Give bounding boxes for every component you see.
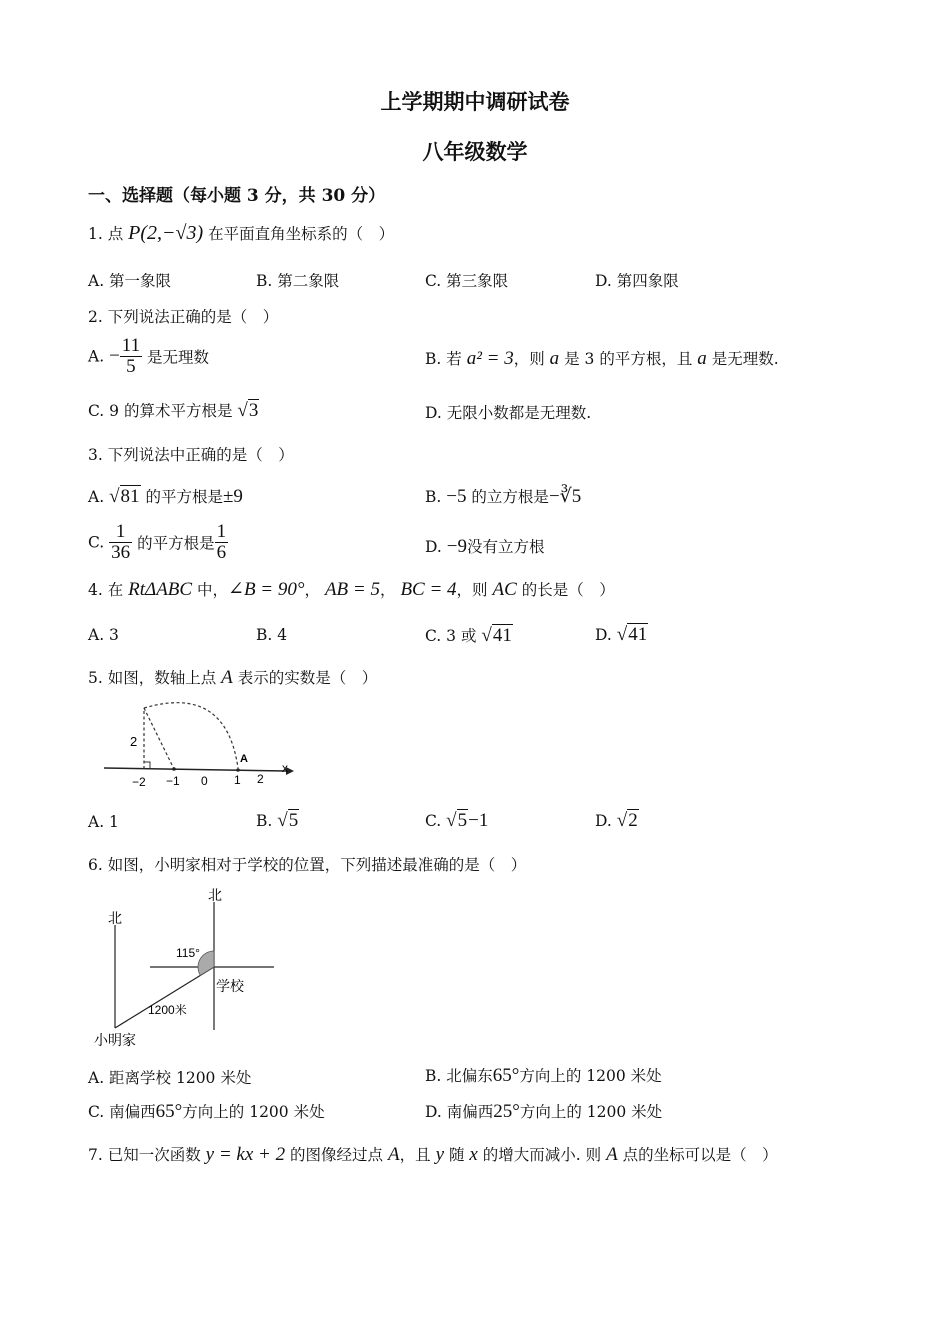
q6-d-text-2: 方向上的 1200 米处 xyxy=(519,1103,663,1121)
q5-c-sqrt: √5 xyxy=(446,810,468,831)
q4-option-a: A. 3 xyxy=(88,626,119,644)
q6-b-angle: 65° xyxy=(492,1065,520,1086)
question-6: 6. 如图，小明家相对于学校的位置，下列描述最准确的是（ ） xyxy=(88,856,527,874)
q3-c-label: C. xyxy=(88,533,105,552)
q5-b-radicand: 5 xyxy=(288,810,299,831)
q1-math: P(2,−√3) xyxy=(128,222,204,244)
q3-d-label: D. xyxy=(425,538,442,556)
north-label-home: 北 xyxy=(108,910,122,926)
number-line-axis xyxy=(104,768,286,771)
q4-d-label: D. xyxy=(595,626,612,644)
q4-c-radicand: 41 xyxy=(492,625,512,646)
question-3: 3. 下列说法中正确的是（ ） xyxy=(88,446,294,464)
q3-option-b xyxy=(425,485,581,508)
q6-c-text-1: C. 南偏西 xyxy=(88,1103,156,1121)
q5-var: A xyxy=(221,667,233,688)
q3-c-fraction-2 xyxy=(215,522,229,563)
q1-option-a: A. 第一象限 xyxy=(88,272,172,290)
q2-a-num: 11 xyxy=(121,335,141,356)
page-subtitle: 八年级数学 xyxy=(422,139,528,164)
question-4 xyxy=(88,578,615,601)
q7-math-1: y = kx + 2 xyxy=(205,1144,286,1165)
q7-text-6: 点的坐标可以是（ ） xyxy=(622,1146,778,1164)
q4-c-text: C. 3 或 xyxy=(425,627,477,645)
q5-c-radicand: 5 xyxy=(457,810,468,831)
q1-suffix: 在平面直角坐标系的（ ） xyxy=(208,225,395,243)
angle-label: 115° xyxy=(176,946,200,960)
q6-b-text-1: B. 北偏东 xyxy=(425,1067,493,1085)
q4-text-3: ， xyxy=(304,581,320,599)
q2-c-text: C. 9 的算术平方根是 xyxy=(88,402,233,420)
q3-c-text: 的平方根是 xyxy=(137,534,215,553)
q3-b-ans: −∛5 xyxy=(548,486,582,507)
tick-minus-one: −1 xyxy=(166,774,180,788)
label-x: x xyxy=(282,761,288,775)
q5-b-label: B. xyxy=(256,812,273,830)
question-1 xyxy=(88,222,394,245)
q3-option-a xyxy=(88,485,243,508)
q6-option-b xyxy=(425,1064,662,1087)
q7-var-1: A xyxy=(388,1144,400,1165)
school-label: 学校 xyxy=(216,978,244,994)
q2-b-text-2: ，则 xyxy=(513,350,545,368)
q7-text-3: ，且 xyxy=(399,1146,431,1164)
hypotenuse-segment xyxy=(144,708,174,769)
angle-sector xyxy=(198,951,214,975)
q3-c-den2: 6 xyxy=(216,541,227,563)
label-A: A xyxy=(240,753,248,765)
q4-math-1: RtΔABC xyxy=(128,579,193,600)
q4-text-1: 4. 在 xyxy=(88,581,124,599)
number-line-figure xyxy=(100,696,300,792)
q6-d-angle: 25° xyxy=(493,1101,520,1122)
q5-text-2: 表示的实数是（ ） xyxy=(237,669,378,687)
q2-c-sqrt: √3 xyxy=(237,400,259,421)
tick-two: 2 xyxy=(257,772,264,786)
question-7 xyxy=(88,1143,778,1166)
q2-b-var: a xyxy=(549,348,560,369)
q3-d-text: 没有立方根 xyxy=(466,538,545,556)
q3-c-num: 1 xyxy=(109,522,132,543)
q3-option-d xyxy=(425,535,544,558)
q3-b-text: 的立方根是 xyxy=(471,488,549,506)
q7-text-4: 随 xyxy=(448,1146,465,1164)
q5-d-label: D. xyxy=(595,812,612,830)
north-label-school: 北 xyxy=(208,887,222,903)
q2-a-label: A. xyxy=(88,347,105,366)
q7-var-4: A xyxy=(606,1144,618,1165)
q3-b-label: B. xyxy=(425,488,442,506)
q5-option-b xyxy=(256,810,299,832)
q4-option-d xyxy=(595,624,648,646)
direction-figure xyxy=(88,880,288,1055)
q3-a-label: A. xyxy=(88,488,105,506)
q5-option-d xyxy=(595,810,639,832)
q2-option-c xyxy=(88,399,259,422)
q6-option-a: A. 距离学校 1200 米处 xyxy=(88,1069,252,1087)
q1-option-d: D. 第四象限 xyxy=(595,272,679,290)
q5-b-sqrt: √5 xyxy=(277,810,299,831)
q4-math-2: ∠B = 90° xyxy=(228,579,305,600)
q4-math-3: AB = 5 xyxy=(324,579,380,600)
q4-c-sqrt: √41 xyxy=(481,625,512,646)
tick-minus-two: −2 xyxy=(132,775,146,789)
q1-prefix: 1. 点 xyxy=(88,225,124,243)
q2-option-b xyxy=(425,347,779,370)
home-label: 小明家 xyxy=(94,1032,136,1048)
q6-d-text-1: D. 南偏西 xyxy=(425,1103,494,1121)
q4-math-5: AC xyxy=(492,579,517,600)
q5-d-radicand: 2 xyxy=(628,810,638,831)
q2-option-d: D. 无限小数都是无理数. xyxy=(425,404,592,422)
q7-var-3: x xyxy=(469,1144,478,1165)
q2-b-var2: a xyxy=(697,348,707,369)
q2-a-den: 5 xyxy=(126,355,136,377)
page-title: 上学期期中调研试卷 xyxy=(380,89,570,114)
q6-c-angle: 65° xyxy=(155,1101,183,1122)
point-A xyxy=(236,768,240,772)
path-line xyxy=(115,967,214,1028)
q2-option-a xyxy=(88,336,209,377)
q2-a-minus: − xyxy=(109,345,120,367)
q6-b-text-2: 方向上的 1200 米处 xyxy=(519,1067,662,1085)
q4-option-c xyxy=(425,624,513,647)
distance-label: 1200米 xyxy=(148,1003,187,1017)
q6-c-text-2: 方向上的 1200 米处 xyxy=(182,1103,325,1121)
q3-c-den: 36 xyxy=(111,541,131,563)
q1-option-c: C. 第三象限 xyxy=(425,272,509,290)
q5-d-sqrt: √2 xyxy=(616,810,638,831)
q5-text-1: 5. 如图，数轴上点 xyxy=(88,669,217,687)
q1-option-b: B. 第二象限 xyxy=(256,272,340,290)
q7-text-5: 的增大而减小. 则 xyxy=(482,1146,602,1164)
q2-b-text-1: B. 若 xyxy=(425,350,462,368)
q6-option-d xyxy=(425,1100,662,1123)
q2-a-fraction xyxy=(120,336,142,377)
q3-c-fraction xyxy=(109,522,132,563)
q2-c-radicand: 3 xyxy=(248,400,259,421)
q4-text-4: ， xyxy=(379,581,396,599)
q3-c-num2: 1 xyxy=(216,521,227,542)
label-two: 2 xyxy=(130,734,138,749)
q4-text-5: ，则 xyxy=(456,581,488,599)
section-heading: 一、选择题（每小题 3 分，共 30 分） xyxy=(88,186,386,206)
q5-option-c xyxy=(425,810,488,832)
q4-d-sqrt: √41 xyxy=(616,624,648,645)
tick-zero: 0 xyxy=(201,774,208,788)
q4-option-b: B. 4 xyxy=(256,626,288,644)
q3-d-val: −9 xyxy=(446,536,467,557)
q2-b-text-4: 是无理数. xyxy=(711,350,779,368)
question-5 xyxy=(88,666,377,689)
q4-text-6: 的长是（ ） xyxy=(521,581,615,599)
tick-one: 1 xyxy=(234,773,241,787)
q6-option-c xyxy=(88,1100,325,1123)
q3-a-radicand: 81 xyxy=(120,486,140,507)
point-minus-one xyxy=(172,767,176,771)
q7-var-2: y xyxy=(435,1144,444,1165)
q7-text-2: 的图像经过点 xyxy=(290,1146,384,1164)
q4-math-4: BC = 4 xyxy=(400,579,457,600)
q2-a-text: 是无理数 xyxy=(147,348,210,367)
q3-option-c xyxy=(88,522,228,563)
q7-text-1: 7. 已知一次函数 xyxy=(88,1146,201,1164)
q5-option-a: A. 1 xyxy=(88,813,119,831)
q5-c-label: C. xyxy=(425,812,442,830)
q3-a-text: 的平方根是 xyxy=(145,488,223,506)
q5-c-tail: −1 xyxy=(468,810,489,831)
q3-b-val: −5 xyxy=(446,486,467,507)
q3-a-sqrt: √81 xyxy=(109,486,140,507)
q2-b-text-3: 是 3 的平方根，且 xyxy=(564,350,693,368)
q3-a-val: ±9 xyxy=(222,486,243,507)
q4-d-radicand: 41 xyxy=(628,624,648,645)
compass-arc xyxy=(144,703,238,768)
question-2: 2. 下列说法正确的是（ ） xyxy=(88,308,279,326)
q2-b-math: a² = 3 xyxy=(466,348,514,369)
q4-text-2: 中， xyxy=(197,581,229,599)
